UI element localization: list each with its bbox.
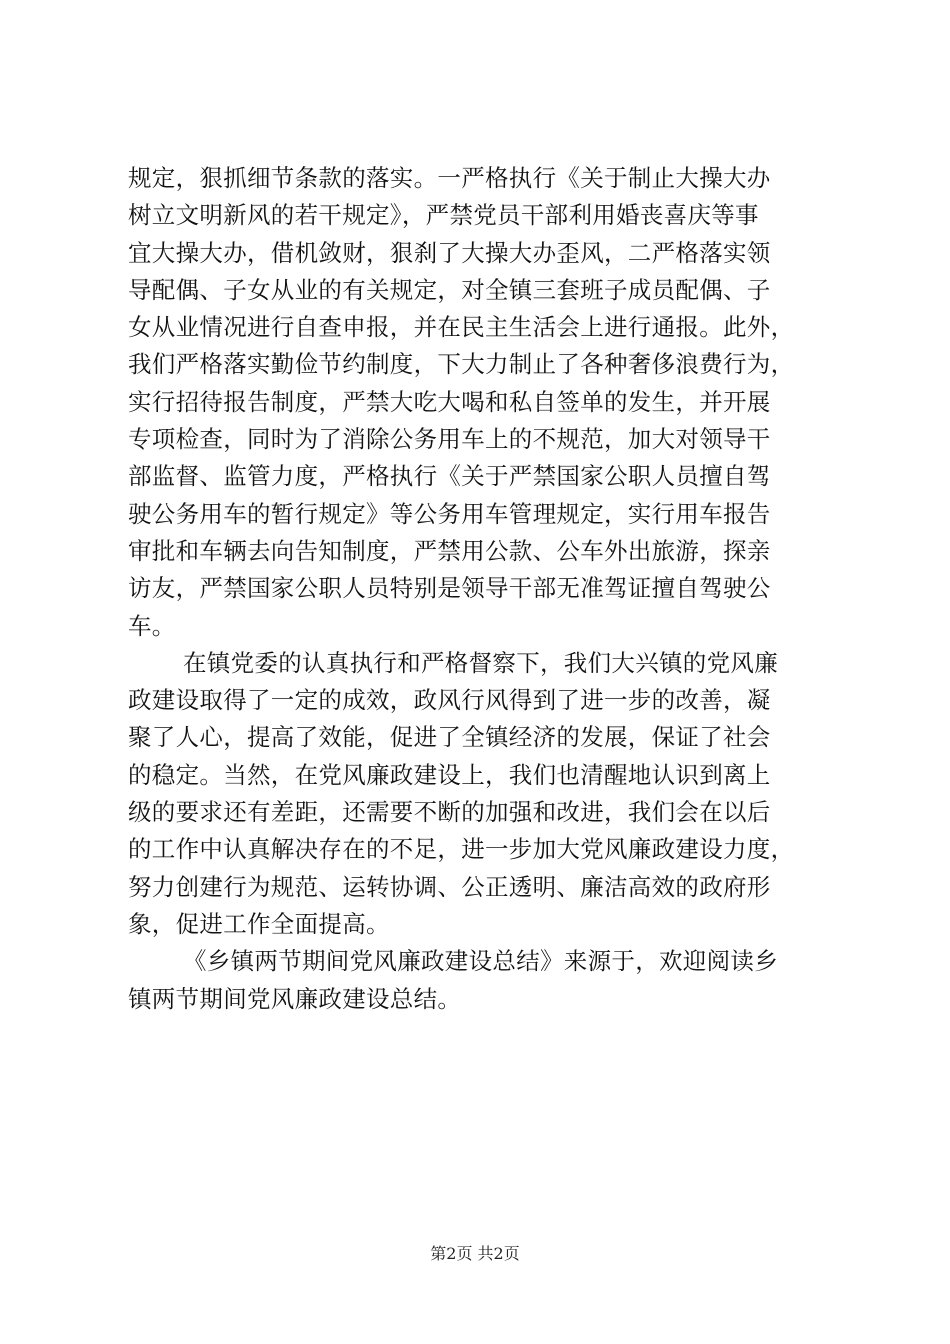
text-line: 镇两节期间党风廉政建设总结。 (128, 984, 462, 1013)
text-line: 专项检查，同时为了消除公务用车上的不规范，加大对领导干 (128, 425, 771, 454)
text-line: 驶公务用车的暂行规定》等公务用车管理规定，实行用车报告 (128, 499, 771, 528)
text-line: 导配偶、子女从业的有关规定，对全镇三套班子成员配偶、子 (128, 275, 771, 304)
page-number-footer: 第2页 共2页 (430, 1244, 520, 1263)
text-line: 象，促进工作全面提高。 (128, 909, 390, 938)
text-line: 访友，严禁国家公职人员特别是领导干部无准驾证擅自驾驶公 (128, 574, 771, 603)
text-line: 部监督、监管力度，严格执行《关于严禁国家公职人员擅自驾 (128, 462, 771, 491)
text-line: 审批和车辆去向告知制度，严禁用公款、公车外出旅游，探亲 (128, 536, 771, 565)
text-line: 在镇党委的认真执行和严格督察下，我们大兴镇的党风廉 (183, 648, 778, 677)
text-line: 政建设取得了一定的成效，政风行风得到了进一步的改善，凝 (128, 686, 771, 715)
text-line: 的工作中认真解决存在的不足，进一步加大党风廉政建设力度， (128, 835, 795, 864)
text-line: 实行招待报告制度，严禁大吃大喝和私自签单的发生，并开展 (128, 387, 771, 416)
text-line: 车。 (128, 611, 176, 640)
text-line: 努力创建行为规范、运转协调、公正透明、廉洁高效的政府形 (128, 872, 771, 901)
text-line: 女从业情况进行自查申报，并在民主生活会上进行通报。此外， (128, 313, 795, 342)
text-line: 宜大操大办，借机敛财，狠刹了大操大办歪风，二严格落实领 (128, 238, 771, 267)
text-line: 我们严格落实勤俭节约制度，下大力制止了各种奢侈浪费行为， (128, 350, 795, 379)
text-line: 树立文明新风的若干规定》，严禁党员干部利用婚丧喜庆等事 (128, 201, 759, 230)
text-line: 规定，狠抓细节条款的落实。一严格执行《关于制止大操大办 (128, 164, 771, 192)
text-line: 聚了人心，提高了效能，促进了全镇经济的发展，保证了社会 (128, 723, 771, 752)
document-body (128, 160, 828, 1018)
text-line: 《乡镇两节期间党风廉政建设总结》来源于，欢迎阅读乡 (183, 947, 778, 976)
text-line: 的稳定。当然，在党风廉政建设上，我们也清醒地认识到离上 (128, 760, 771, 789)
text-line: 级的要求还有差距，还需要不断的加强和改进，我们会在以后 (128, 798, 771, 827)
